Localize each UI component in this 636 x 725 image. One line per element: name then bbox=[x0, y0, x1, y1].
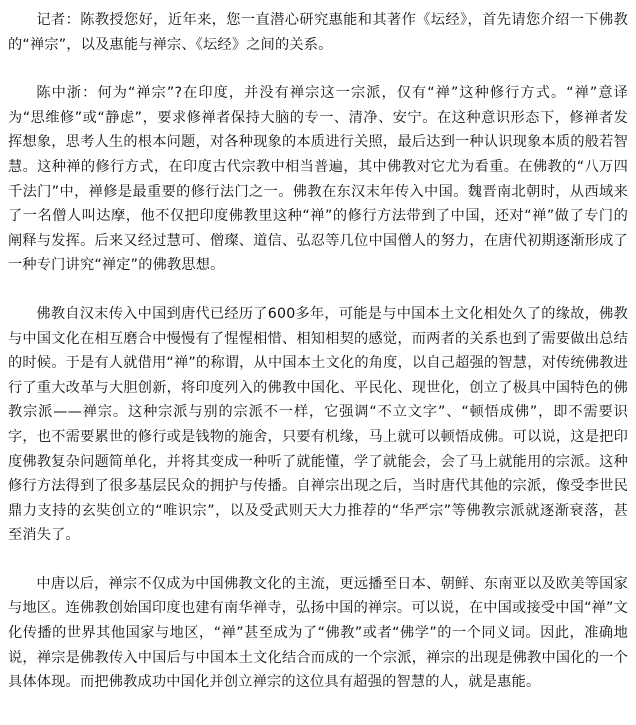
answer-paragraph-chan-spread: 中唐以后，禅宗不仅成为中国佛教文化的主流，更远播至日本、朝鲜、东南亚以及欧美等国家与地区。连佛教创始国印度也建有南华禅寺，弘扬中国的禅宗。可以说，在中国或接受中国“禅”文化传播的世界其他国家与地区，“禅”甚至成为了“佛教”或者“佛学”的一个同义词。因此，准确地说，禅宗是佛教传入中国后与中国本土文化结合而成的一个宗派，禅宗的出现是佛教中国化的一个具体体现。而把佛教成功中国化并创立禅宗的这位具有超强的智慧的人，就是惠能。 bbox=[8, 575, 628, 691]
answer-paragraph-chan-formation: 佛教自汉末传入中国到唐代已经历了600多年，可能是与中国本土文化相处久了的缘故，佛教与中国文化在相互磨合中慢慢有了惺惺相惜、相知相契的感觉，而两者的关系也到了需要做出总结的时候。于是有人就借用“禅”的称谓，从中国本土文化的角度，以自己超强的智慧，对传统佛教进行了重大改革与大胆创新，将印度列入的佛教中国化、平民化、现世化，创立了极具中国特色的佛教宗派——禅宗。这种宗派与别的宗派不一样，它强调“不立文字”、“顿悟成佛”，即不需要识字，也不需要累世的修行或是钱物的施舍，只要有机缘，马上就可以顿悟成佛。可以说，这是把印度佛教复杂问题简单化，并将其变成一种听了就能懂，学了就能会，会了马上就能用的宗派。这种修行方法得到了很多基层民众的拥护与传播。自禅宗出现之后，当时唐代其他的宗派，像受李世民鼎力支持的玄奘创立的“唯识宗”，以及受武则天大力推荐的“华严宗”等佛教宗派就逐渐衰落，甚至消失了。 bbox=[8, 305, 628, 544]
interview-question-paragraph: 记者：陈教授您好，近年来，您一直潜心研究惠能和其著作《坛经》，首先请您介绍一下佛教的“禅宗”，以及惠能与禅宗、《坛经》之间的关系。 bbox=[8, 12, 628, 53]
answer-paragraph-chan-origin: 陈中浙：何为“禅宗”?在印度，并没有禅宗这一宗派，仅有“禅”这种修行方式。“禅”意译为“思维修”或“静虑”，要求修禅者保持大脑的专一、清净、安宁。在这种意识形态下，修禅者发挥想象，思考人生的根本问题，对各种现象的本质进行关照，最后达到一种认识现象本质的般若智慧。这种禅的修行方式，在印度古代宗教中相当普遍，其中佛教对它尤为看重。在佛教的“八万四千法门”中，禅修是最重要的修行法门之一。佛教在东汉末年传入中国。魏晋南北朝时，从西域来了一名僧人叫达摩，他不仅把印度佛教里这种“禅”的修行方法带到了中国，还对“禅”做了专门的阐释与发挥。后来又经过慧可、僧璨、道信、弘忍等几位中国僧人的努力，在唐代初期逐渐形成了一种专门讲究“禅定”的佛教思想。 bbox=[8, 85, 628, 274]
